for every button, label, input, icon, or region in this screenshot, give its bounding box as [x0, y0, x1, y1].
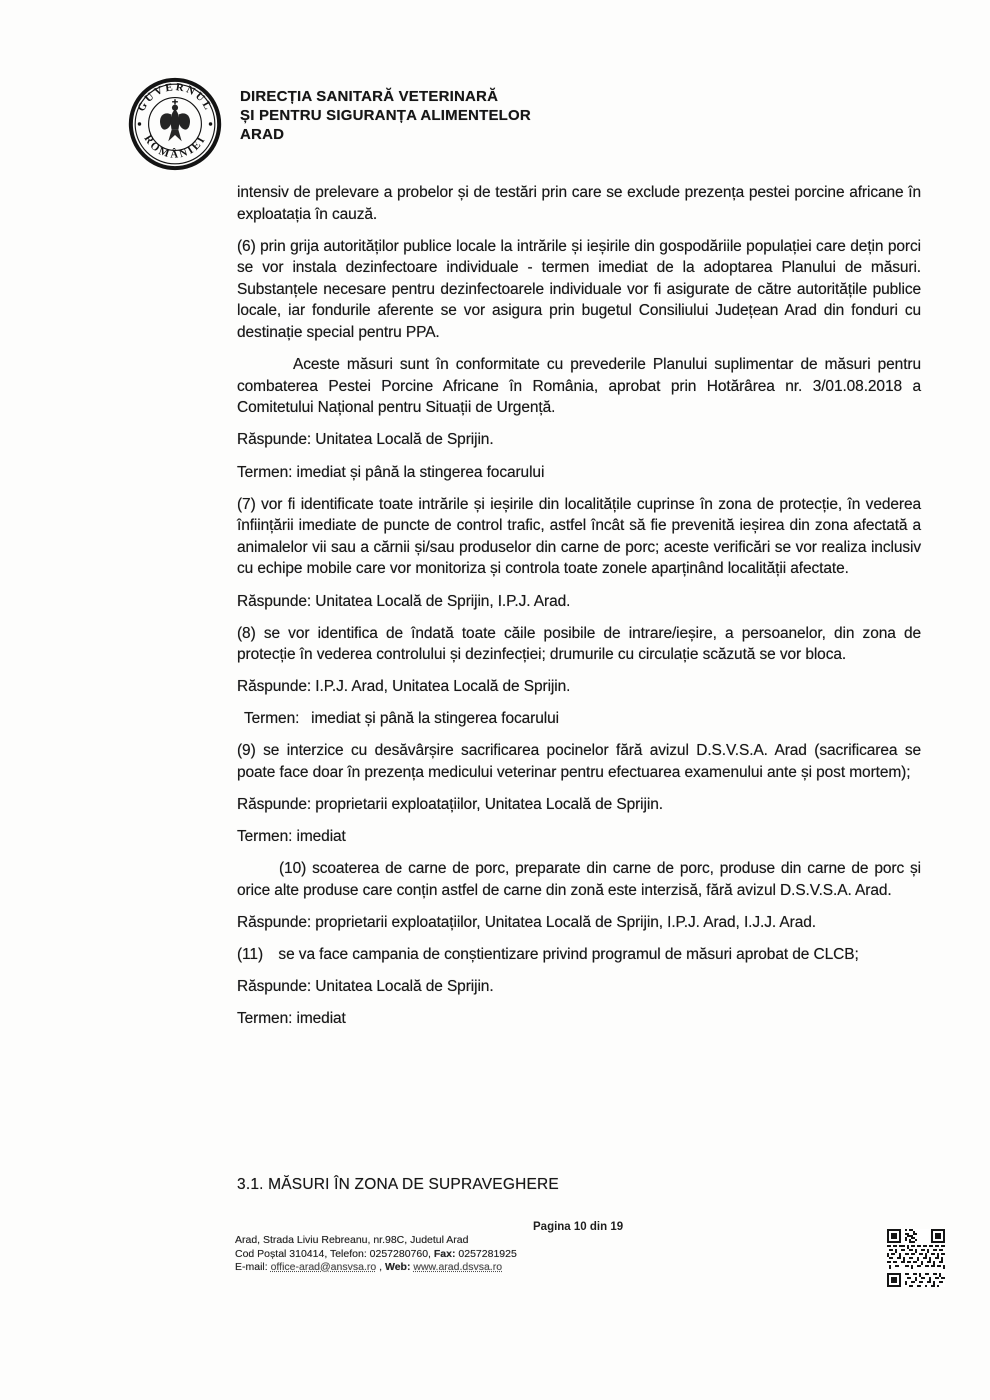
responder-line: Răspunde: Unitatea Locală de Sprijin, I.P.J. Arad.	[237, 592, 571, 610]
page-number: Pagina 10 din 19	[533, 1221, 624, 1233]
term-line: Termen: imediat și până la stingerea focarului	[237, 463, 545, 481]
fax-label: Fax:	[433, 1247, 456, 1260]
org-name-block	[240, 87, 531, 144]
seal-top-text: GUVERNUL	[135, 81, 215, 114]
footer-address	[235, 1234, 517, 1275]
paragraph-11: (11) se va face campania de conștientizare privind programul de măsuri aprobat de CLCB;	[237, 946, 859, 964]
address-line3	[235, 1261, 517, 1275]
section-heading: 3.1. MĂSURI ÎN ZONA DE SUPRAVEGHERE	[237, 1176, 559, 1193]
org-name-line3: ARAD	[240, 126, 285, 143]
postal-phone-text: Cod Poștal 310414, Telefon: 0257280760,	[235, 1247, 434, 1260]
address-line2	[235, 1248, 517, 1262]
document-body	[237, 182, 921, 1040]
government-seal	[127, 76, 223, 172]
seal-right-dot	[209, 122, 212, 125]
paragraph: Aceste măsuri sunt în conformitate cu prevederile Planului suplimentar de măsuri pentru combaterea Pestei Porcine Africane în România, aprobat prin Hotărârea nr. 3/01.08.2018 a Comitetului Național pentru Situații de Urgență.	[237, 356, 921, 417]
paragraph-8: (8) se vor identifica de îndată toate căile posibile de intrare/ieșire, a persoanelor, din zona de protecție în vederea controlului și dezinfecției; drumurile cu circulație scăzută se vor bloca.	[237, 624, 921, 664]
responder-line: Răspunde: I.P.J. Arad, Unitatea Locală de Sprijin.	[237, 678, 571, 696]
responder-line: Răspunde: Unitatea Locală de Sprijin.	[237, 978, 494, 996]
email-label: E-mail:	[235, 1261, 271, 1273]
web-link[interactable]: www.arad.dsvsa.ro	[413, 1261, 503, 1273]
paragraph-9: (9) se interzice cu desăvârșire sacrificarea pocinelor fără avizul D.S.V.S.A. Arad (sacrificarea se poate face doar în prezența medicului veterinar pentru efectuarea examenului ante și post mortem);	[237, 742, 921, 782]
seal-left-dot	[138, 122, 141, 125]
responder-line: Răspunde: Unitatea Locală de Sprijin.	[237, 431, 494, 449]
separator: ,	[376, 1261, 385, 1273]
email-link[interactable]: office-arad@ansvsa.ro	[270, 1261, 377, 1273]
org-name-line1: DIRECȚIA SANITARĂ VETERINARĂ	[240, 88, 499, 105]
responder-line: Răspunde: proprietarii exploatațiilor, Unitatea Locală de Sprijin.	[237, 796, 663, 814]
address-line1: Arad, Strada Liviu Rebreanu, nr.98C, Judetul Arad	[235, 1234, 469, 1246]
paragraph-7: (7) vor fi identificate toate intrările și ieșirile din localitățile cuprinse în zona de protecție, în vederea înființării imediate de puncte de control trafic, astfel încât să fie prevenită ieșirea din zona afectată a animalelor vii sau a cărnii și/sau produselor din carne de porc; aceste verificări se vor realiza inclusiv cu echipe mobile care vor monitoriza și controla toate zonele aparținând localității afectate.	[237, 495, 921, 578]
paragraph: intensiv de prelevare a probelor și de testări prin care se exclude prezența pestei porcine africane în exploatația în cauză.	[237, 184, 921, 223]
seal-bottom-text: ROMÂNIEI	[141, 132, 209, 161]
responder-line: Răspunde: proprietarii exploatațiilor, Unitatea Locală de Sprijin, I.P.J. Arad, I.J.J. Arad.	[237, 914, 816, 932]
org-name-line2: ȘI PENTRU SIGURANȚA ALIMENTELOR	[240, 107, 531, 124]
qr-code	[887, 1229, 945, 1287]
term-line: Termen: imediat	[237, 828, 346, 846]
web-label: Web:	[384, 1261, 414, 1273]
paragraph-10: (10) scoaterea de carne de porc, preparate din carne de porc, produse din carne de porc și orice alte produse care conțin astfel de carne din zonă este interzisă, fără avizul D.S.V.S.A. Arad.	[237, 860, 921, 899]
fax-value: 0257281925	[455, 1247, 517, 1260]
term-line: Termen: imediat	[237, 1010, 346, 1028]
paragraph-6: (6) prin grija autorităților publice locale la intrările și ieșirile din gospodăriile populației care dețin porci se vor instala dezinfectoare individuale - termen imediat de la adoptarea Planului de măsuri. Substanțele necesare pentru dezinfectoarele individuale vor fi asigurate de către autoritățile publice locale, iar fondurile aferente se vor asigura prin bugetul Consiliului Județean Arad din fonduri cu destinație special pentru PPA.	[237, 237, 921, 342]
term-line: Termen: imediat și până la stingerea focarului	[244, 710, 559, 728]
coat-of-arms-eagle-icon	[160, 99, 190, 141]
